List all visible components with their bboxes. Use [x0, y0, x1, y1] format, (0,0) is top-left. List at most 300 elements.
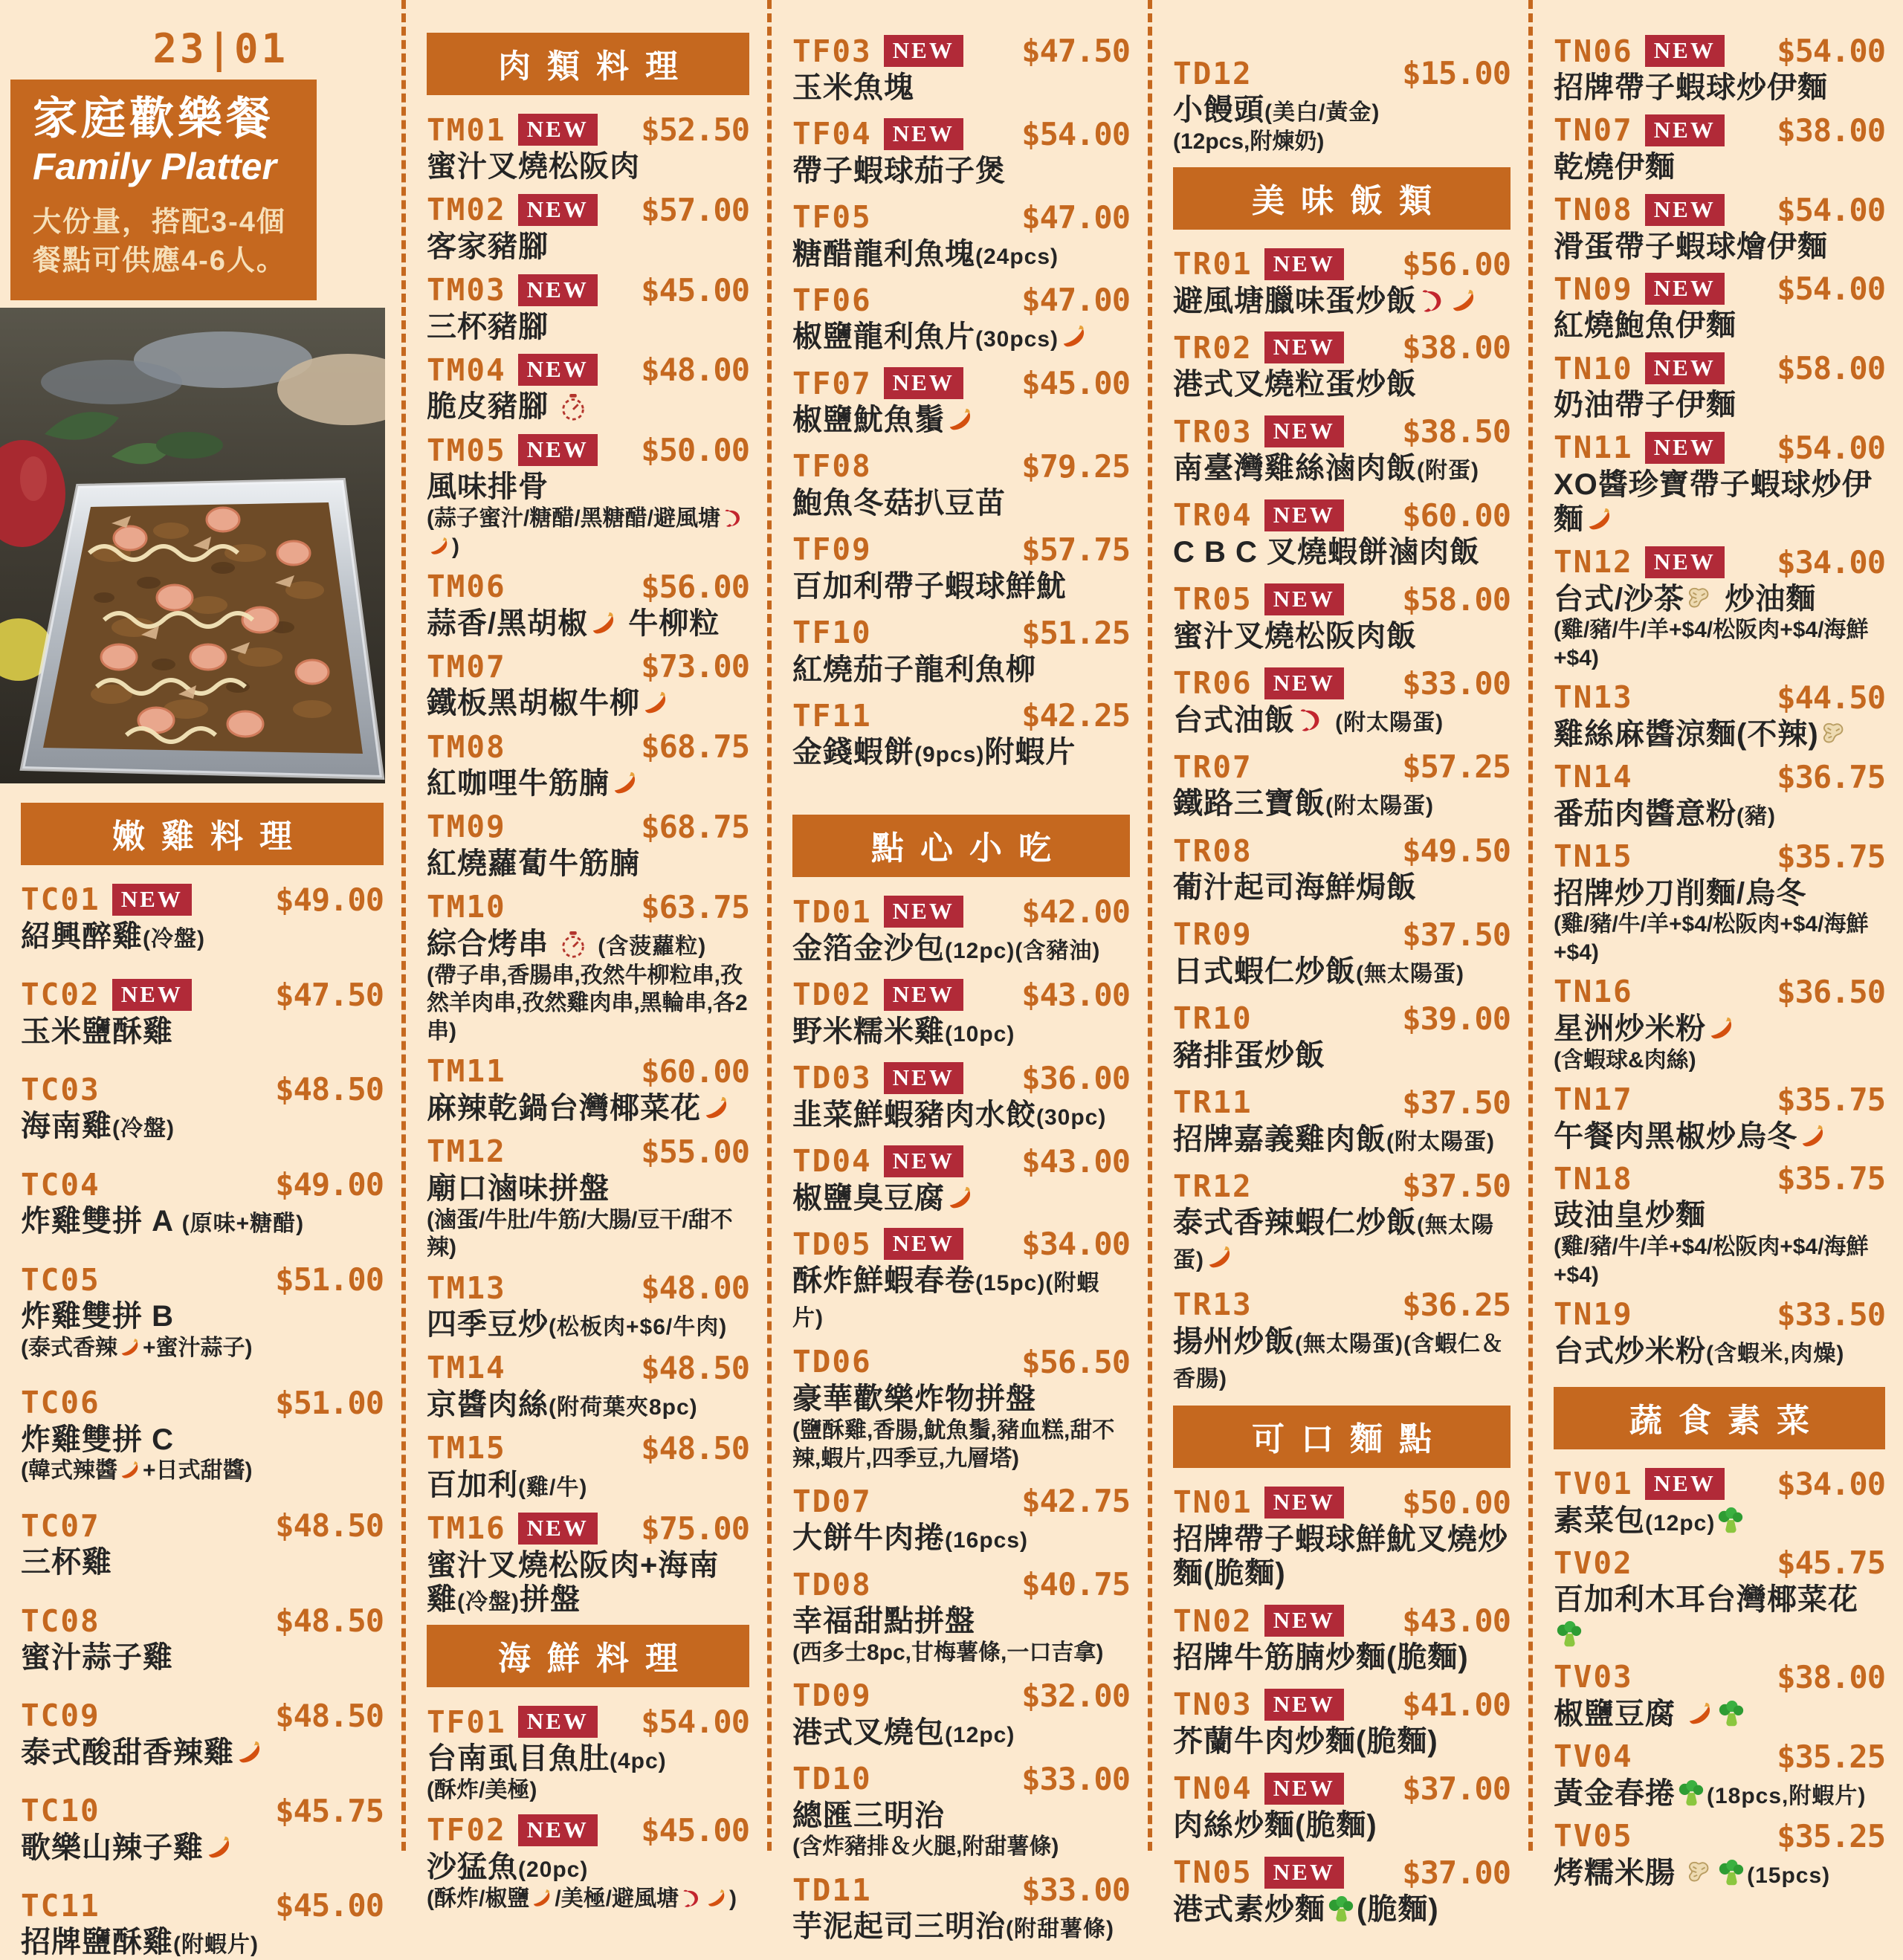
item-price: $73.00 — [641, 648, 749, 685]
new-badge: NEW — [884, 1145, 963, 1177]
new-badge: NEW — [1264, 248, 1344, 280]
item-price: $32.00 — [1021, 1677, 1130, 1714]
menu-item-TR11 — [1173, 1084, 1511, 1157]
item-name: 三杯雞 — [21, 1546, 112, 1579]
menu-item-TD05 — [792, 1226, 1130, 1333]
promo-banner — [10, 80, 317, 300]
menu-item-TN16 — [1554, 974, 1885, 1075]
menu-item-TF11 — [792, 697, 1130, 770]
item-price: $37.00 — [1402, 1854, 1511, 1891]
new-badge: NEW — [1264, 1605, 1344, 1637]
item-code: TR07 — [1173, 748, 1253, 785]
item-price: $48.50 — [641, 1349, 749, 1386]
item-code: TV02 — [1554, 1545, 1633, 1581]
menu-item-TR07 — [1173, 748, 1511, 821]
menu-item-TD07 — [792, 1483, 1130, 1556]
item-price: $43.00 — [1402, 1602, 1511, 1640]
item-code: TM14 — [427, 1350, 506, 1386]
item-price: $45.75 — [275, 1792, 384, 1829]
item-name: 豉油皇炒麵 — [1554, 1199, 1706, 1232]
chili-icon — [1799, 1123, 1827, 1151]
item-price: $45.75 — [1777, 1545, 1885, 1582]
chili-icon — [428, 536, 450, 558]
item-price: $51.00 — [275, 1261, 384, 1298]
section-header-美味飯類: 美味飯類 — [1173, 167, 1511, 230]
menu-item-TM16 — [427, 1510, 749, 1618]
item-price: $54.00 — [1777, 429, 1885, 466]
item-price: $57.00 — [641, 191, 749, 228]
new-badge: NEW — [1264, 1487, 1344, 1518]
item-price: $47.00 — [1021, 282, 1130, 319]
item-name: 港式素炒麵 (脆麵) — [1173, 1892, 1439, 1926]
item-code: TR09 — [1173, 916, 1253, 953]
item-name: 豪華歡樂炸物拼盤 — [792, 1382, 1036, 1415]
item-code: TR12 — [1173, 1168, 1253, 1204]
item-name: 綜合烤串 (含菠蘿粒) — [427, 927, 707, 960]
item-code: TR11 — [1173, 1084, 1253, 1121]
menu-item-TM08 — [427, 728, 749, 801]
menu-item-TM07 — [427, 648, 749, 721]
item-name: 風味排骨 — [427, 470, 549, 504]
new-badge: NEW — [1645, 432, 1725, 464]
item-name: 蒜香/黑胡椒 牛柳粒 — [427, 607, 720, 640]
item-name: 烤糯米腸 (15pcs) — [1554, 1856, 1831, 1889]
item-code: TR08 — [1173, 832, 1253, 869]
item-name: 幸福甜點拼盤 — [792, 1605, 975, 1638]
item-name: 南臺灣雞絲滷肉飯(附蛋) — [1173, 452, 1479, 485]
new-badge: NEW — [518, 1706, 598, 1738]
item-code: TN18 — [1554, 1160, 1633, 1197]
broccoli-icon — [1716, 1507, 1745, 1536]
promo-title: 家庭歡樂餐 — [33, 94, 274, 143]
item-code: TF02 — [427, 1812, 506, 1849]
peanut-icon — [1686, 586, 1714, 614]
item-code: TD05 — [792, 1226, 872, 1262]
item-name: 肉絲炒麵(脆麵) — [1173, 1808, 1377, 1842]
item-price: $54.00 — [641, 1704, 749, 1741]
item-code: TM13 — [427, 1270, 506, 1306]
item-name: 玉米鹽酥雞 — [21, 1015, 173, 1048]
chili-icon — [946, 1185, 975, 1213]
item-code: TM08 — [427, 728, 506, 765]
item-price: $45.00 — [275, 1887, 384, 1924]
item-name: 椒鹽臭豆腐 — [792, 1181, 1130, 1216]
menu-item-TN17 — [1554, 1081, 1885, 1154]
item-name: 台式/沙茶 炒油麵 — [1554, 582, 1817, 615]
item-name: 鮑魚冬菇扒豆苗 — [792, 486, 1006, 520]
item-name: 大餅牛肉捲(16pcs) — [792, 1521, 1029, 1555]
new-badge: NEW — [884, 118, 963, 150]
item-price: $60.00 — [641, 1052, 749, 1090]
new-badge: NEW — [884, 35, 963, 67]
menu-item-TC10 — [21, 1793, 384, 1866]
menu-item-TM10 — [427, 889, 749, 1046]
broccoli-icon — [1327, 1896, 1355, 1924]
item-name: 炸雞雙拼 C — [21, 1423, 174, 1456]
menu-item-TR06 — [1173, 665, 1511, 738]
item-name: 韭菜鮮蝦豬肉水餃(30pc) — [792, 1098, 1107, 1131]
item-code: TN10 — [1554, 350, 1633, 386]
chili-icon — [1707, 1015, 1736, 1044]
item-code: TF06 — [792, 282, 872, 318]
menu-item-TD02 — [792, 977, 1130, 1049]
item-price: $45.00 — [641, 271, 749, 308]
menu-item-TF05 — [792, 199, 1130, 272]
menu-item-TM04 — [427, 352, 749, 424]
item-code: TC07 — [21, 1507, 100, 1544]
item-price: $36.50 — [1777, 973, 1885, 1010]
menu-item-TM06 — [427, 569, 749, 641]
item-price: $55.00 — [641, 1133, 749, 1170]
new-badge: NEW — [884, 1062, 963, 1094]
new-badge: NEW — [1645, 35, 1725, 67]
item-code: TM09 — [427, 809, 506, 845]
item-code: TR01 — [1173, 246, 1253, 282]
chili-icon — [119, 1460, 141, 1482]
item-price: $50.00 — [1402, 1484, 1511, 1521]
item-name: 帶子蝦球茄子煲 — [792, 154, 1006, 187]
item-sub: (酥炸/椒鹽 /美極/避風塘 ) — [427, 1886, 737, 1911]
item-price: $34.00 — [1777, 1465, 1885, 1502]
item-sub: (泰式香辣 +蜜汁蒜子) — [21, 1335, 253, 1360]
item-name: 客家豬腳 — [427, 230, 549, 263]
section-header-海鮮料理: 海鮮料理 — [427, 1625, 749, 1687]
item-name: 星洲炒米粉 — [1554, 1012, 1885, 1047]
section-header-蔬食素菜: 蔬食素菜 — [1554, 1387, 1885, 1449]
item-price: $48.50 — [275, 1071, 384, 1108]
item-name: 鐵板黑胡椒牛柳 — [427, 686, 749, 721]
item-price: $38.50 — [1402, 413, 1511, 450]
item-code: TR02 — [1173, 329, 1253, 366]
menu-item-TC11 — [21, 1887, 384, 1960]
item-code: TD10 — [792, 1761, 872, 1797]
item-code: TM05 — [427, 432, 506, 468]
item-price: $63.75 — [641, 888, 749, 925]
menu-item-TR12 — [1173, 1168, 1511, 1275]
item-price: $33.00 — [1402, 664, 1511, 702]
chili-icon — [531, 1888, 553, 1910]
menu-item-TN05 — [1173, 1854, 1511, 1927]
item-name: 金錢蝦餅(9pcs)附蝦片 — [792, 736, 1076, 769]
promo-description: 大份量，搭配3-4個 餐點可供應4-6人。 — [33, 207, 286, 277]
item-name: 台南虱目魚肚(4pc) — [427, 1742, 667, 1776]
item-price: $45.00 — [1021, 365, 1130, 402]
menu-item-TN15 — [1554, 838, 1885, 967]
item-price: $33.00 — [1021, 1760, 1130, 1797]
item-name: 百加利木耳台灣椰菜花 — [1554, 1582, 1885, 1652]
chili-icon — [1060, 323, 1088, 352]
item-price: $36.75 — [1777, 758, 1885, 795]
new-badge: NEW — [518, 194, 598, 226]
item-code: TN11 — [1554, 430, 1633, 466]
item-price: $57.25 — [1402, 748, 1511, 786]
menu-item-TF01 — [427, 1704, 749, 1805]
new-badge: NEW — [1264, 499, 1344, 531]
menu-item-TF02 — [427, 1812, 749, 1913]
item-name: 蜜汁叉燒松阪肉飯 — [1173, 619, 1417, 653]
item-name: 三杯豬腳 — [427, 310, 549, 343]
item-name: 紹興醉雞(冷盤) — [21, 919, 205, 953]
menu-item-TV02 — [1554, 1545, 1885, 1652]
menu-item-TF08 — [792, 448, 1130, 521]
item-code: TN03 — [1173, 1686, 1253, 1723]
menu-item-TM12 — [427, 1133, 749, 1262]
menu-item-TN19 — [1554, 1296, 1885, 1369]
item-price: $50.00 — [641, 432, 749, 469]
item-name: 歌樂山辣子雞 — [21, 1831, 384, 1866]
item-name: 百加利帶子蝦球鮮魷 — [792, 569, 1067, 603]
menu-item-TM03 — [427, 272, 749, 345]
item-price: $48.50 — [641, 1429, 749, 1466]
shrimp-icon — [722, 508, 744, 530]
item-name: 奶油帶子伊麵 — [1554, 389, 1736, 422]
item-name: 滑蛋帶子蝦球燴伊麵 — [1554, 230, 1828, 263]
item-code: TD01 — [792, 893, 872, 930]
menu-item-TF06 — [792, 282, 1130, 355]
family-platter-photo — [0, 308, 385, 783]
item-price: $48.50 — [275, 1602, 384, 1640]
new-badge: NEW — [1645, 114, 1725, 146]
item-price: $35.75 — [1777, 1160, 1885, 1197]
menu-item-TF07 — [792, 365, 1130, 438]
item-name: 招牌嘉義雞肉飯(附太陽蛋) — [1173, 1122, 1495, 1156]
item-price: $51.25 — [1021, 614, 1130, 651]
menu-item-TR05 — [1173, 581, 1511, 654]
item-sub: (12pcs,附煉奶) — [1173, 129, 1325, 154]
section-header-可口麵點: 可口麵點 — [1173, 1406, 1511, 1468]
item-price: $37.50 — [1402, 1084, 1511, 1121]
item-code: TN17 — [1554, 1081, 1633, 1118]
chili-icon — [1686, 1701, 1714, 1729]
new-badge: NEW — [518, 1513, 598, 1545]
item-code: TN01 — [1173, 1484, 1253, 1521]
item-code: TC04 — [21, 1166, 100, 1203]
item-price: $75.00 — [641, 1510, 749, 1547]
item-price: $37.00 — [1402, 1770, 1511, 1807]
item-code: TR03 — [1173, 413, 1253, 450]
item-code: TM16 — [427, 1510, 506, 1547]
menu-item-TN03 — [1173, 1686, 1511, 1759]
menu-item-TN08 — [1554, 192, 1885, 265]
menu-item-TR08 — [1173, 832, 1511, 905]
item-code: TC09 — [21, 1698, 100, 1734]
menu-item-TF03 — [792, 33, 1130, 106]
menu-column-1 — [0, 0, 401, 1959]
item-price: $15.00 — [1402, 55, 1511, 91]
shrimp-icon — [1418, 288, 1447, 316]
menu-item-TC06 — [21, 1385, 384, 1486]
broccoli-icon — [1555, 1621, 1583, 1649]
chili-icon — [1450, 288, 1478, 316]
item-price: $47.50 — [1021, 33, 1130, 69]
item-name: 台式炒米粉(含蝦米,肉燥) — [1554, 1334, 1845, 1368]
item-code: TD04 — [792, 1143, 872, 1180]
item-price: $56.00 — [641, 568, 749, 605]
item-code: TM03 — [427, 272, 506, 308]
item-name: 黃金春捲 (18pcs,附蝦片) — [1554, 1776, 1867, 1810]
menu-item-TV05 — [1554, 1818, 1885, 1891]
item-code: TM01 — [427, 111, 506, 148]
item-name: 百加利(雞/牛) — [427, 1468, 588, 1501]
shrimp-icon — [680, 1888, 702, 1910]
item-price: $48.00 — [641, 1270, 749, 1307]
menu-item-TM01 — [427, 111, 749, 184]
item-price: $56.50 — [1021, 1343, 1130, 1380]
item-price: $60.00 — [1402, 497, 1511, 534]
menu-item-TN01 — [1173, 1484, 1511, 1592]
new-badge: NEW — [1645, 194, 1725, 226]
item-price: $56.00 — [1402, 245, 1511, 282]
item-name: 日式蝦仁炒飯(無太陽蛋) — [1173, 954, 1464, 988]
menu-item-TD04 — [792, 1143, 1130, 1216]
item-code: TM15 — [427, 1430, 506, 1466]
item-code: TD12 — [1173, 55, 1253, 91]
item-name: 蜜汁叉燒松阪肉+海南雞(冷盤)拼盤 — [427, 1548, 720, 1617]
menu-item-TN14 — [1554, 759, 1885, 832]
menu-column-2 — [401, 0, 767, 1911]
new-badge: NEW — [1264, 667, 1344, 699]
section-header-肉類料理: 肉類料理 — [427, 33, 749, 95]
item-sub: (雞/豬/牛/羊+$4/松阪肉+$4/海鮮+$4) — [1554, 618, 1869, 671]
menu-item-TC04 — [21, 1166, 384, 1239]
menu-item-TC02 — [21, 977, 384, 1049]
item-code: TN08 — [1554, 192, 1633, 228]
item-name: 玉米魚塊 — [792, 71, 914, 104]
item-price: $49.50 — [1402, 832, 1511, 870]
section-header-嫩雞料理: 嫩雞料理 — [21, 803, 384, 865]
menu-item-TV01 — [1554, 1466, 1885, 1539]
section-header-點心小吃: 點心小吃 — [792, 815, 1130, 877]
chili-icon — [589, 610, 618, 638]
new-badge: NEW — [884, 367, 963, 399]
item-code: TC03 — [21, 1071, 100, 1107]
new-badge: NEW — [1645, 1468, 1725, 1500]
item-sub: (雞/豬/牛/羊+$4/松阪肉+$4/海鮮+$4) — [1554, 1235, 1869, 1287]
item-name: 椒鹽豆腐 — [1554, 1697, 1885, 1732]
item-name: 總匯三明治 — [792, 1799, 945, 1832]
item-code: TC10 — [21, 1793, 100, 1829]
promo-subtitle: Family Platter — [33, 146, 277, 187]
item-price: $51.00 — [275, 1384, 384, 1421]
item-sub: (蒜子蜜汁/糖醋/黑糖醋/避風塘 ) — [427, 505, 749, 561]
item-name: 港式叉燒粒蛋炒飯 — [1173, 368, 1417, 401]
item-code: TM11 — [427, 1053, 506, 1090]
item-code: TD07 — [792, 1483, 872, 1519]
item-code: TN02 — [1173, 1602, 1253, 1639]
item-code: TR05 — [1173, 581, 1253, 618]
menu-item-TN04 — [1173, 1770, 1511, 1843]
item-code: TN09 — [1554, 271, 1633, 307]
item-code: TN12 — [1554, 544, 1633, 580]
item-code: TF11 — [792, 697, 872, 734]
chili-icon — [946, 407, 975, 435]
item-name: 糖醋龍利魚塊(24pcs) — [792, 237, 1059, 271]
chili-icon — [611, 770, 639, 798]
item-name: 乾燒伊麵 — [1554, 150, 1676, 184]
item-price: $38.00 — [1777, 1658, 1885, 1695]
item-name: 泰式香辣蝦仁炒飯(無太陽蛋) — [1173, 1206, 1494, 1273]
item-code: TV01 — [1554, 1466, 1633, 1502]
item-name: 蜜汁叉燒松阪肉 — [427, 150, 640, 183]
item-price: $40.75 — [1021, 1566, 1130, 1603]
menu-item-TD09 — [792, 1678, 1130, 1750]
item-name: 炸雞雙拼 B — [21, 1300, 174, 1333]
item-price: $54.00 — [1021, 115, 1130, 152]
item-price: $35.25 — [1777, 1817, 1885, 1854]
item-code: TR04 — [1173, 497, 1253, 534]
item-price: $41.00 — [1402, 1686, 1511, 1723]
item-code: TF09 — [792, 531, 872, 568]
new-badge: NEW — [518, 354, 598, 386]
chili-icon — [205, 1834, 233, 1863]
menu-item-TM13 — [427, 1270, 749, 1342]
chili-icon — [705, 1888, 728, 1910]
item-name: 招牌牛筋腩炒麵(脆麵) — [1173, 1641, 1469, 1675]
item-price: $79.25 — [1021, 447, 1130, 485]
menu-item-TN12 — [1554, 544, 1885, 673]
chili-icon — [1586, 506, 1614, 534]
item-sub: (雞/豬/牛/羊+$4/松阪肉+$4/海鮮+$4) — [1554, 912, 1869, 966]
item-name: 麻辣乾鍋台灣椰菜花 — [427, 1091, 749, 1126]
item-price: $58.00 — [1402, 580, 1511, 618]
shrimp-icon — [1296, 707, 1325, 735]
item-name: 午餐肉黑椒炒烏冬 — [1554, 1119, 1885, 1154]
item-name: 紅咖哩牛筋腩 — [427, 766, 749, 801]
item-name: 蜜汁蒜子雞 — [21, 1641, 173, 1675]
broccoli-icon — [1677, 1780, 1705, 1808]
item-code: TF03 — [792, 33, 872, 69]
item-code: TC02 — [21, 977, 100, 1013]
item-name: 小饅頭(美白/黃金) — [1173, 94, 1380, 126]
menu-item-TR04 — [1173, 497, 1511, 570]
peanut-icon — [1686, 1860, 1714, 1888]
item-code: TM02 — [427, 192, 506, 228]
new-badge: NEW — [518, 274, 598, 306]
item-price: $68.75 — [641, 808, 749, 845]
item-sub: (韓式辣醬 +日式甜醬) — [21, 1458, 253, 1484]
item-sub: (滷蛋/牛肚/牛筋/大腸/豆干/甜不辣) — [427, 1207, 733, 1261]
menu-item-TF10 — [792, 615, 1130, 688]
item-price: $54.00 — [1777, 271, 1885, 308]
item-price: $36.00 — [1021, 1059, 1130, 1096]
menu-item-TR01 — [1173, 246, 1511, 319]
menu-item-TM14 — [427, 1350, 749, 1423]
chili-icon — [702, 1095, 731, 1123]
item-price: $35.75 — [1777, 1081, 1885, 1118]
item-code: TN07 — [1554, 112, 1633, 149]
item-code: TN06 — [1554, 33, 1633, 69]
item-name: 雞絲麻醬涼麵(不辣) — [1554, 717, 1885, 752]
menu-item-TV04 — [1554, 1739, 1885, 1811]
item-name: 芋泥起司三明治(附甜薯條) — [792, 1910, 1114, 1944]
item-name: 海南雞(冷盤) — [21, 1110, 175, 1143]
item-code: TN15 — [1554, 838, 1633, 875]
item-name: 素菜包(12pc) — [1554, 1504, 1885, 1539]
item-name: 港式叉燒包(12pc) — [792, 1715, 1015, 1749]
menu-item-TM15 — [427, 1430, 749, 1503]
item-price: $42.25 — [1021, 697, 1130, 734]
item-name: 芥蘭牛肉炒麵(脆麵) — [1173, 1724, 1438, 1758]
menu-item-TF09 — [792, 531, 1130, 604]
new-badge: NEW — [884, 896, 963, 928]
menu-item-TN07 — [1554, 112, 1885, 185]
item-sub: (鹽酥雞,香腸,魷魚鬚,豬血糕,甜不辣,蝦片,四季豆,九層塔) — [792, 1417, 1115, 1471]
menu-column-5 — [1528, 0, 1903, 1889]
item-code: TD03 — [792, 1060, 872, 1096]
menu-item-TM05 — [427, 432, 749, 560]
item-name: 椒鹽龍利魚片(30pcs) — [792, 320, 1130, 355]
peanut-icon — [1820, 721, 1849, 749]
